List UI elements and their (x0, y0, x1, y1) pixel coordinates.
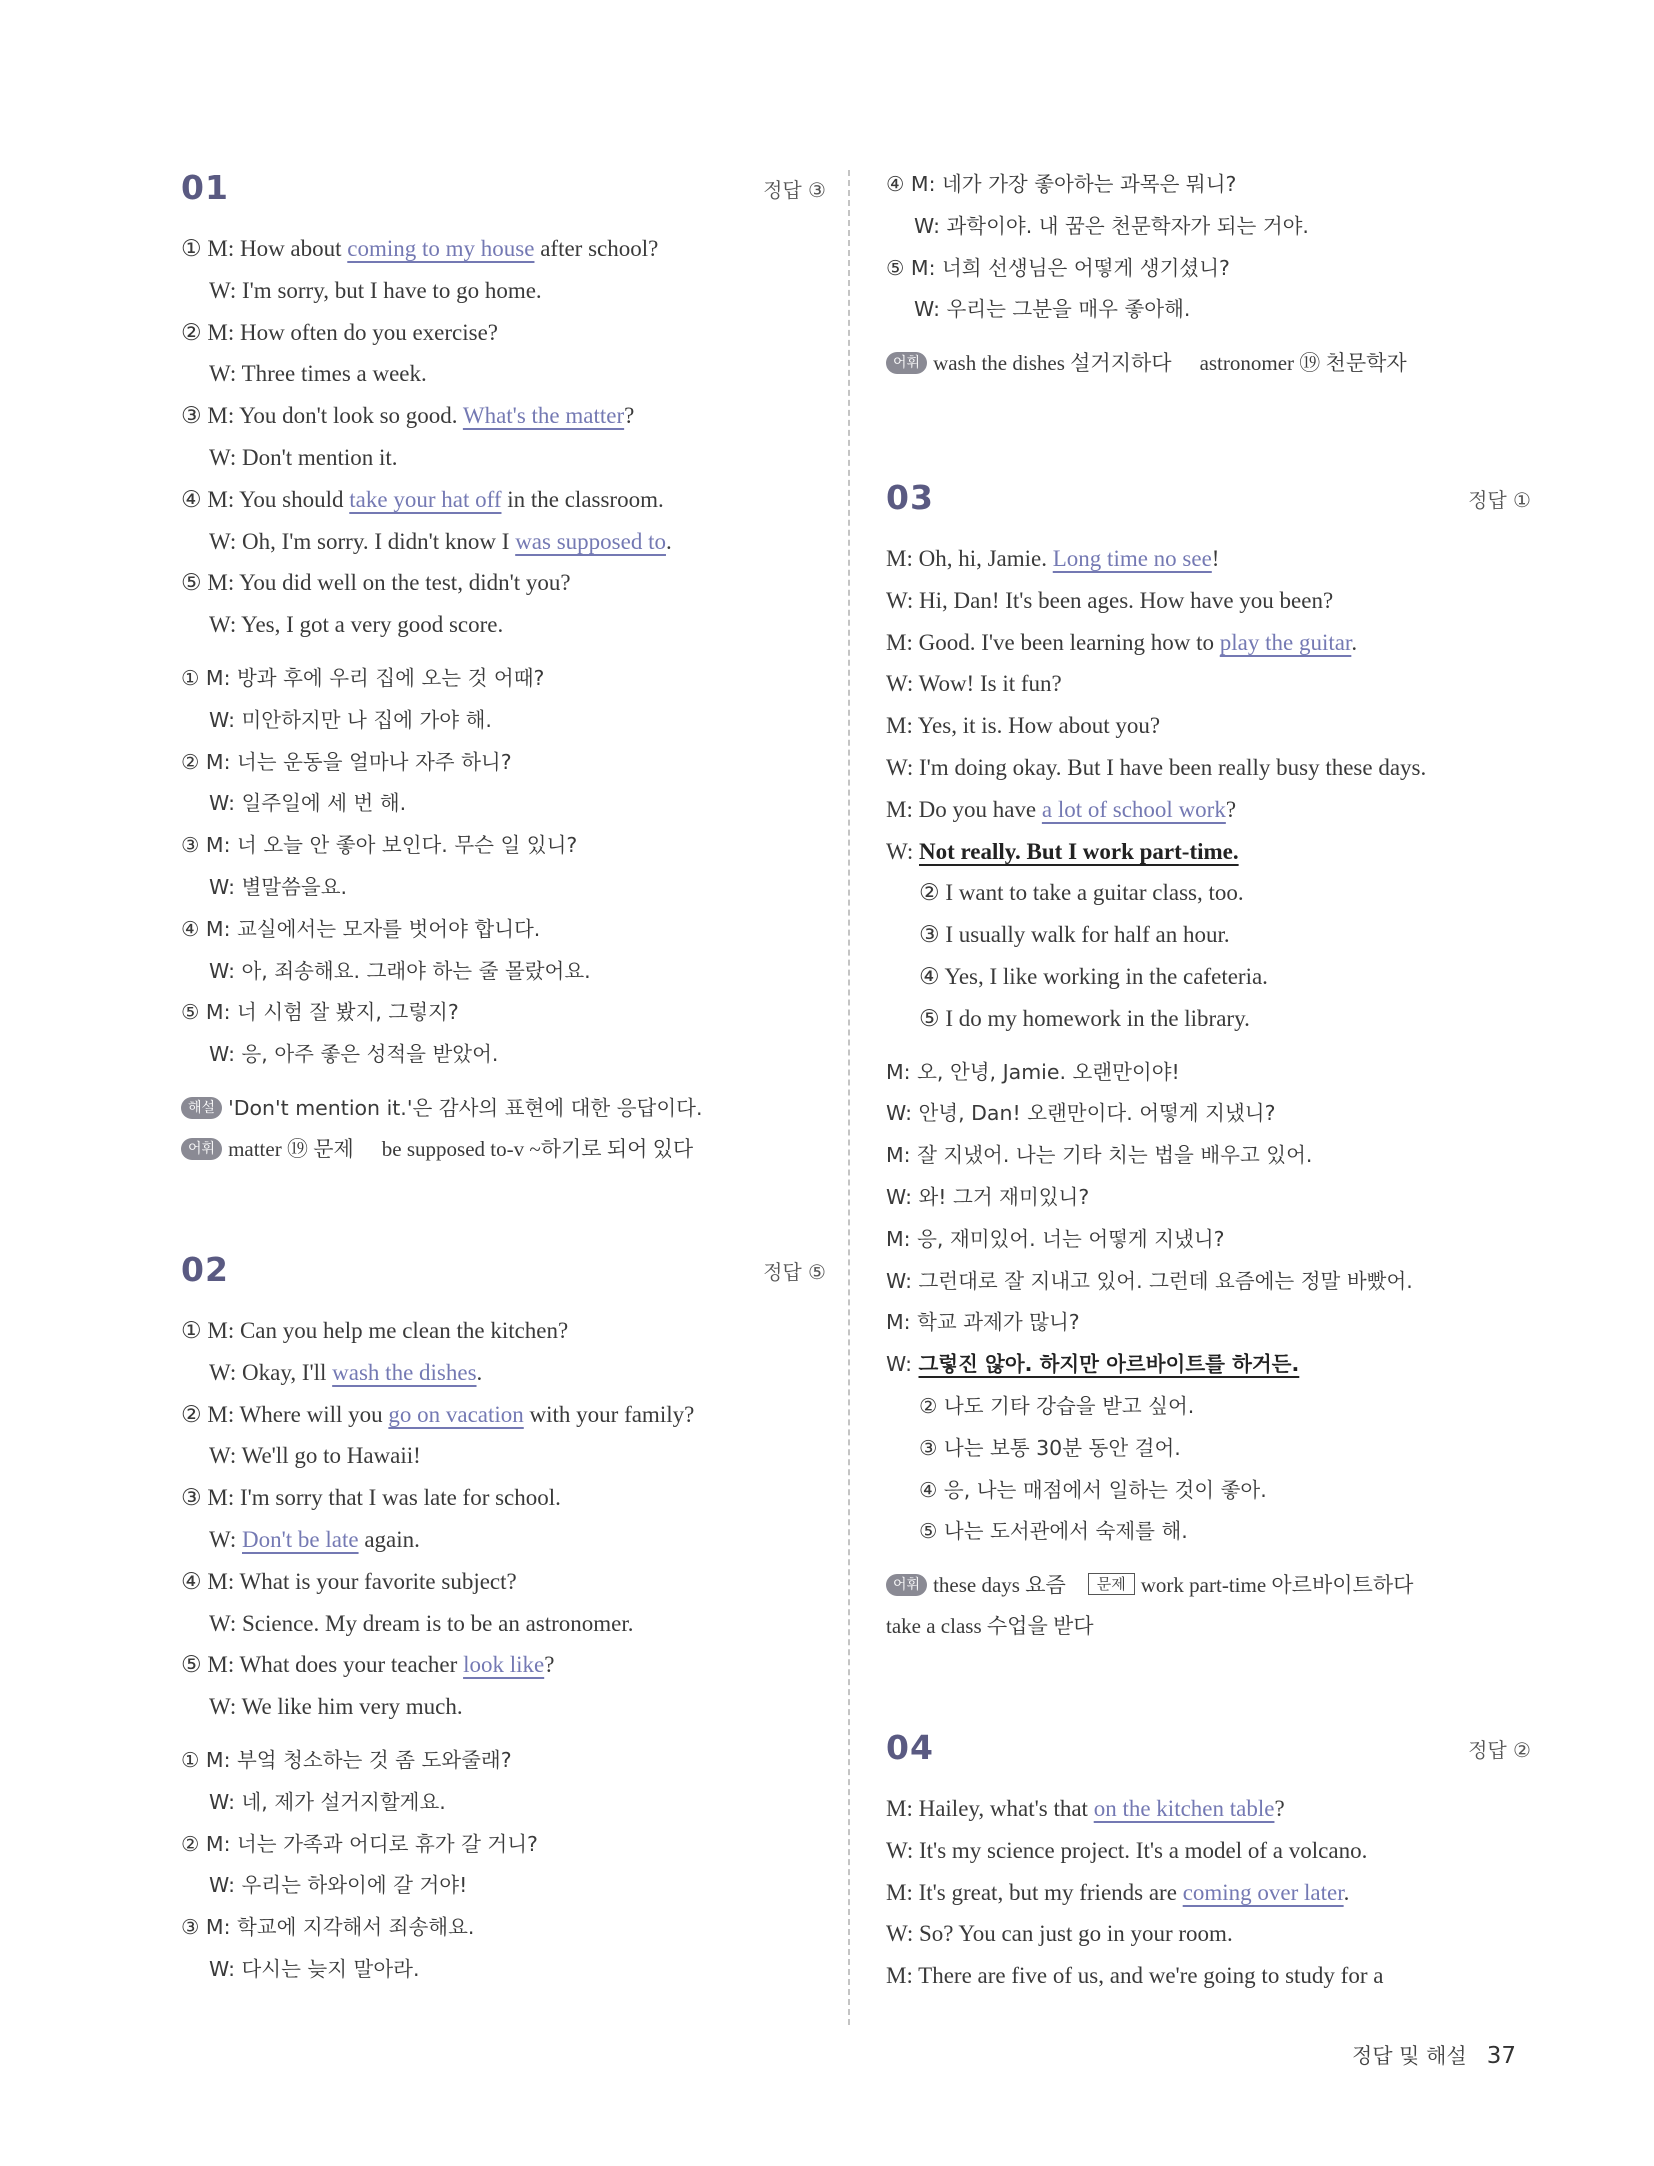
option-line: ② I want to take a guitar class, too. (919, 880, 1244, 906)
question-01 (181, 168, 826, 1170)
dialogue-line: M: Yes, it is. How about you? (886, 713, 1161, 739)
question-number: 02 (181, 1250, 229, 1289)
translation-line: W: 별말씀을요. (209, 874, 348, 899)
answer-label: 정답 ② (1468, 1738, 1531, 1762)
dialogue-line: W: I'm doing okay. But I have been really busy these days. (886, 754, 1427, 780)
translation-line: ③ M: 너 오늘 안 좋아 보인다. 무슨 일 있니? (181, 833, 578, 858)
question-number: 04 (886, 1728, 934, 1767)
dialogue-line: ③ M: You don't look so good. What's the matter? (181, 403, 635, 429)
dialogue-line: W: Okay, I'll wash the dishes. (209, 1359, 483, 1385)
vocab-note: 어휘 these days 요즘 문제 work part-time 아르바이트하다 (886, 1565, 1531, 1606)
question-number: 03 (886, 478, 934, 517)
translation-line: M: 응, 재미있어. 너는 어떻게 지냈니? (886, 1226, 1225, 1251)
dialogue-line: M: Do you have a lot of school work? (886, 796, 1237, 822)
translation-line: W: 응, 아주 좋은 성적을 받았어. (209, 1042, 499, 1067)
explanation-note: 해설 'Don't mention it.'은 감사의 표현에 대한 응답이다. (181, 1088, 826, 1129)
explain-tag: 해설 (181, 1097, 222, 1119)
translation-line: ④ M: 네가 가장 좋아하는 과목은 뭐니? (886, 172, 1237, 196)
dialogue-line: ③ M: I'm sorry that I was late for school. (181, 1485, 561, 1511)
translation-line: W: 그런대로 잘 지내고 있어. 그런데 요즘에는 정말 바빴어. (886, 1268, 1413, 1293)
translation-line: W: 우리는 그분을 매우 좋아해. (914, 297, 1191, 322)
dialogue-line: ⑤ M: What does your teacher look like? (181, 1652, 555, 1678)
translation-line: W: 과학이야. 내 꿈은 천문학자가 되는 거야. (914, 213, 1309, 238)
vocab-tag: 어휘 (886, 352, 927, 374)
vocab-note: 어휘 matter ⑲ 문제 be supposed to-v ~하기로 되어 있다 (181, 1129, 826, 1170)
dialogue-line: W: Not really. But I work part-time. (886, 838, 1239, 864)
translation-line: ④ M: 교실에서는 모자를 벗어야 합니다. (181, 916, 541, 941)
translation-line: ③ M: 학교에 지각해서 죄송해요. (181, 1915, 475, 1940)
question-04 (886, 1728, 1531, 1997)
column-divider (848, 170, 850, 2025)
translation-line: ① M: 방과 후에 우리 집에 오는 것 어때? (181, 665, 545, 690)
answer-label: 정답 ③ (763, 178, 826, 202)
translation-line: ② M: 너는 운동을 얼마나 자주 하니? (181, 749, 512, 774)
translation-line: W: 다시는 늦지 말아라. (209, 1956, 420, 1981)
vocab-note: take a class 수업을 받다 (886, 1614, 1094, 1639)
translation-line: ① M: 부엌 청소하는 것 좀 도와줄래? (181, 1747, 512, 1772)
problem-tag: 문제 (1088, 1573, 1135, 1595)
dialogue-line: ② M: Where will you go on vacation with your family? (181, 1401, 695, 1427)
translation-line: W: 아, 죄송해요. 그래야 하는 줄 몰랐어요. (209, 958, 591, 983)
dialogue-line: M: There are five of us, and we're going to study for a (886, 1963, 1384, 1989)
dialogue-line: W: I'm sorry, but I have to go home. (209, 277, 542, 303)
dialogue-line: W: We like him very much. (209, 1694, 463, 1720)
question-02 (181, 1250, 826, 1991)
dialogue-line: ④ M: What is your favorite subject? (181, 1568, 517, 1594)
dialogue-line: M: It's great, but my friends are coming over later. (886, 1879, 1350, 1905)
answer-label: 정답 ⑤ (763, 1260, 826, 1284)
dialogue-line: ⑤ M: You did well on the test, didn't you? (181, 570, 571, 596)
translation-line: W: 그렇진 않아. 하지만 아르바이트를 하거든. (886, 1352, 1300, 1377)
dialogue-line: W: So? You can just go in your room. (886, 1921, 1233, 1947)
dialogue-line: ① M: How about coming to my house after school? (181, 236, 659, 261)
vocab-note: 어휘 wash the dishes 설거지하다 astronomer ⑲ 천문학자 (886, 343, 1531, 384)
dialogue-line: M: Oh, hi, Jamie. Long time no see! (886, 546, 1220, 571)
answer-label: 정답 ① (1468, 488, 1531, 512)
dialogue-line: M: Good. I've been learning how to play the guitar. (886, 629, 1358, 655)
option-line: ④ Yes, I like working in the cafeteria. (919, 963, 1268, 989)
vocab-tag: 어휘 (181, 1138, 222, 1160)
dialogue-line: ① M: Can you help me clean the kitchen? (181, 1318, 569, 1343)
footer-label: 정답 및 해설 (1351, 2044, 1467, 2068)
dialogue-line: W: Wow! Is it fun? (886, 671, 1062, 697)
translation-line: W: 와! 그거 재미있니? (886, 1184, 1090, 1209)
question-02-continued (886, 164, 1531, 384)
vocab-tag: 어휘 (886, 1574, 927, 1596)
dialogue-line: W: It's my science project. It's a model of a volcano. (886, 1837, 1368, 1863)
translation-line: M: 잘 지냈어. 나는 기타 치는 법을 배우고 있어. (886, 1143, 1313, 1168)
translation-line: W: 네, 제가 설거지할게요. (209, 1789, 446, 1814)
translation-line: W: 안녕, Dan! 오랜만이다. 어떻게 지냈니? (886, 1101, 1276, 1126)
option-line: ⑤ I do my homework in the library. (919, 1005, 1250, 1031)
dialogue-line: M: Hailey, what's that on the kitchen table? (886, 1796, 1285, 1821)
translation-line: ② M: 너는 가족과 어디로 휴가 갈 거니? (181, 1831, 538, 1856)
option-translation: ④ 응, 나는 매점에서 일하는 것이 좋아. (919, 1477, 1267, 1502)
option-translation: ③ 나는 보통 30분 동안 걸어. (919, 1435, 1181, 1460)
translation-line: ⑤ M: 너 시험 잘 봤지, 그렇지? (181, 1000, 459, 1025)
page-footer (1352, 2040, 1516, 2070)
dialogue-line: W: Yes, I got a very good score. (209, 612, 504, 638)
translation-line: ⑤ M: 너희 선생님은 어떻게 생기셨니? (886, 255, 1230, 280)
dialogue-line: W: Science. My dream is to be an astronomer. (209, 1610, 634, 1636)
dialogue-line: W: Don't mention it. (209, 444, 398, 470)
dialogue-line: ② M: How often do you exercise? (181, 319, 498, 345)
dialogue-line: W: We'll go to Hawaii! (209, 1443, 421, 1469)
translation-line: W: 미안하지만 나 집에 가야 해. (209, 707, 492, 732)
question-number: 01 (181, 168, 229, 207)
dialogue-line: W: Don't be late again. (209, 1526, 420, 1552)
option-translation: ⑤ 나는 도서관에서 숙제를 해. (919, 1519, 1188, 1544)
option-line: ③ I usually walk for half an hour. (919, 922, 1230, 948)
translation-line: M: 학교 과제가 많니? (886, 1310, 1080, 1335)
translation-line: W: 일주일에 세 번 해. (209, 791, 407, 816)
page-number: 37 (1486, 2043, 1516, 2069)
dialogue-line: W: Three times a week. (209, 361, 427, 387)
translation-line: W: 우리는 하와이에 갈 거야! (209, 1873, 468, 1898)
dialogue-line: W: Hi, Dan! It's been ages. How have you been? (886, 587, 1334, 613)
translation-line: M: 오, 안녕, Jamie. 오랜만이야! (886, 1059, 1180, 1084)
option-translation: ② 나도 기타 강습을 받고 싶어. (919, 1393, 1195, 1418)
question-03 (886, 478, 1531, 1647)
dialogue-line: ④ M: You should take your hat off in the classroom. (181, 486, 664, 512)
dialogue-line: W: Oh, I'm sorry. I didn't know I was supposed to. (209, 528, 672, 554)
